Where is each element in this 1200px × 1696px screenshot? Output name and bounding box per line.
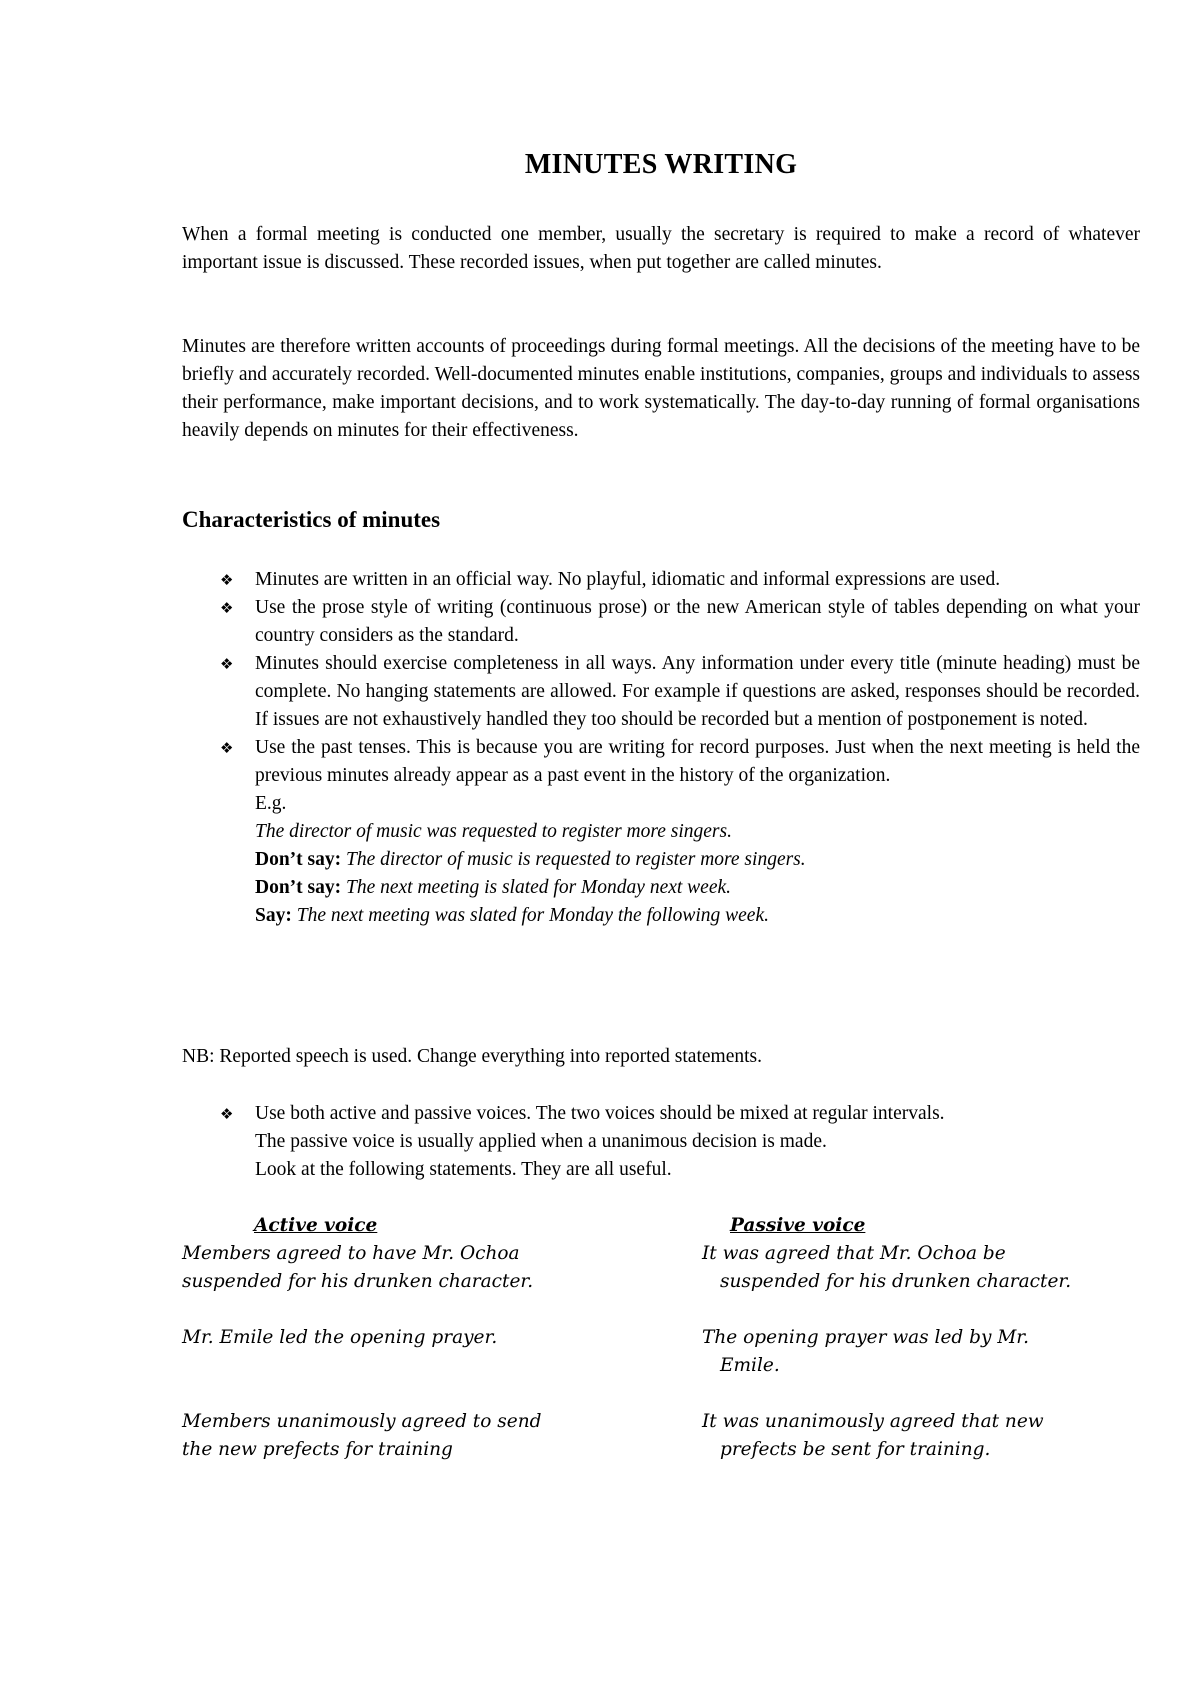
diamond-bullet-icon: ❖ bbox=[220, 1105, 234, 1123]
list-item bbox=[182, 566, 1140, 594]
example-line: Members agreed to have Mr. Ochoa bbox=[182, 1243, 520, 1264]
example-dont-say-1 bbox=[255, 846, 1140, 874]
definition-paragraph: Minutes are therefore written accounts of proceedings during formal meetings. All the decisions of the meeting have to be briefly and accurately recorded. Well-documented minutes enable institutions, companies, groups and individuals to assess their performance, make important decisions, and to work systematically. The day-to-day running of formal organisations heavily depends on minutes for their effectiveness. bbox=[182, 336, 1140, 441]
diamond-bullet-icon: ❖ bbox=[220, 599, 234, 617]
example-dont-say-2 bbox=[255, 874, 1140, 902]
example-line: It was agreed that Mr. Ochoa be bbox=[702, 1243, 1006, 1264]
active-example bbox=[182, 1324, 622, 1380]
list-item-text: Minutes should exercise completeness in all ways. Any information under every title (minute heading) must be complete. No hanging statements are allowed. For example if questions are asked, responses should be recorded. If issues are not exhaustively handled they too should be recorded but a mention of postponement is noted. bbox=[255, 653, 1140, 730]
dont-say-label: Don’t say: bbox=[255, 849, 342, 870]
dont-say-label: Don’t say: bbox=[255, 877, 342, 898]
passive-example bbox=[702, 1240, 1140, 1296]
example-label: E.g. bbox=[255, 793, 287, 814]
list-item-text: Look at the following statements. They are all useful. bbox=[255, 1159, 672, 1180]
passive-voice-heading: Passive voice bbox=[730, 1215, 866, 1236]
example-line: the new prefects for training bbox=[182, 1439, 453, 1460]
example-line: It was unanimously agreed that new bbox=[702, 1411, 1044, 1432]
dont-say-text: The next meeting is slated for Monday next week. bbox=[346, 877, 732, 898]
passive-example bbox=[702, 1408, 1140, 1464]
diamond-bullet-icon: ❖ bbox=[220, 739, 234, 757]
list-item-text: Minutes are written in an official way. No playful, idiomatic and informal expressions are used. bbox=[255, 569, 1001, 590]
example-line: suspended for his drunken character. bbox=[182, 1271, 534, 1292]
example-line: The opening prayer was led by Mr. bbox=[702, 1327, 1029, 1348]
list-item bbox=[182, 1100, 1140, 1184]
list-item-text: Use the prose style of writing (continuous prose) or the new American style of tables depending on what your country considers as the standard. bbox=[255, 597, 1140, 646]
example-line: Emile. bbox=[720, 1355, 780, 1376]
say-label: Say: bbox=[255, 905, 292, 926]
passive-example bbox=[702, 1324, 1140, 1380]
active-example bbox=[182, 1240, 622, 1296]
example-line: suspended for his drunken character. bbox=[720, 1271, 1072, 1292]
list-item-text: Use the past tenses. This is because you are writing for record purposes. Just when the next meeting is held the previous minutes already appear as a past event in the history of the organization. bbox=[255, 737, 1140, 786]
list-item bbox=[182, 594, 1140, 650]
example-line: Mr. Emile led the opening prayer. bbox=[182, 1327, 498, 1348]
example-line: prefects be sent for training. bbox=[720, 1439, 991, 1460]
active-voice-column bbox=[182, 1212, 622, 1464]
example-line: Members unanimously agreed to send bbox=[182, 1411, 542, 1432]
active-example bbox=[182, 1408, 622, 1464]
list-item bbox=[182, 734, 1140, 930]
diamond-bullet-icon: ❖ bbox=[220, 655, 234, 673]
nb-note: NB: Reported speech is used. Change everything into reported statements. bbox=[182, 1046, 762, 1067]
example-say bbox=[255, 902, 1140, 930]
characteristics-list bbox=[182, 566, 1140, 930]
list-item-text: The passive voice is usually applied when a unanimous decision is made. bbox=[255, 1131, 827, 1152]
diamond-bullet-icon: ❖ bbox=[220, 571, 234, 589]
active-voice-heading: Active voice bbox=[254, 1215, 378, 1236]
example-correct: The director of music was requested to register more singers. bbox=[255, 821, 732, 842]
voices-list bbox=[182, 1100, 1140, 1184]
page-title: MINUTES WRITING bbox=[524, 149, 798, 180]
list-item bbox=[182, 650, 1140, 734]
list-item-text: Use both active and passive voices. The two voices should be mixed at regular intervals. bbox=[255, 1103, 945, 1124]
intro-paragraph: When a formal meeting is conducted one member, usually the secretary is required to make a record of whatever important issue is discussed. These recorded issues, when put together are called minutes. bbox=[182, 224, 1140, 273]
dont-say-text: The director of music is requested to register more singers. bbox=[346, 849, 806, 870]
say-text: The next meeting was slated for Monday the following week. bbox=[296, 905, 769, 926]
section-heading: Characteristics of minutes bbox=[182, 507, 441, 532]
passive-voice-column bbox=[702, 1212, 1140, 1464]
